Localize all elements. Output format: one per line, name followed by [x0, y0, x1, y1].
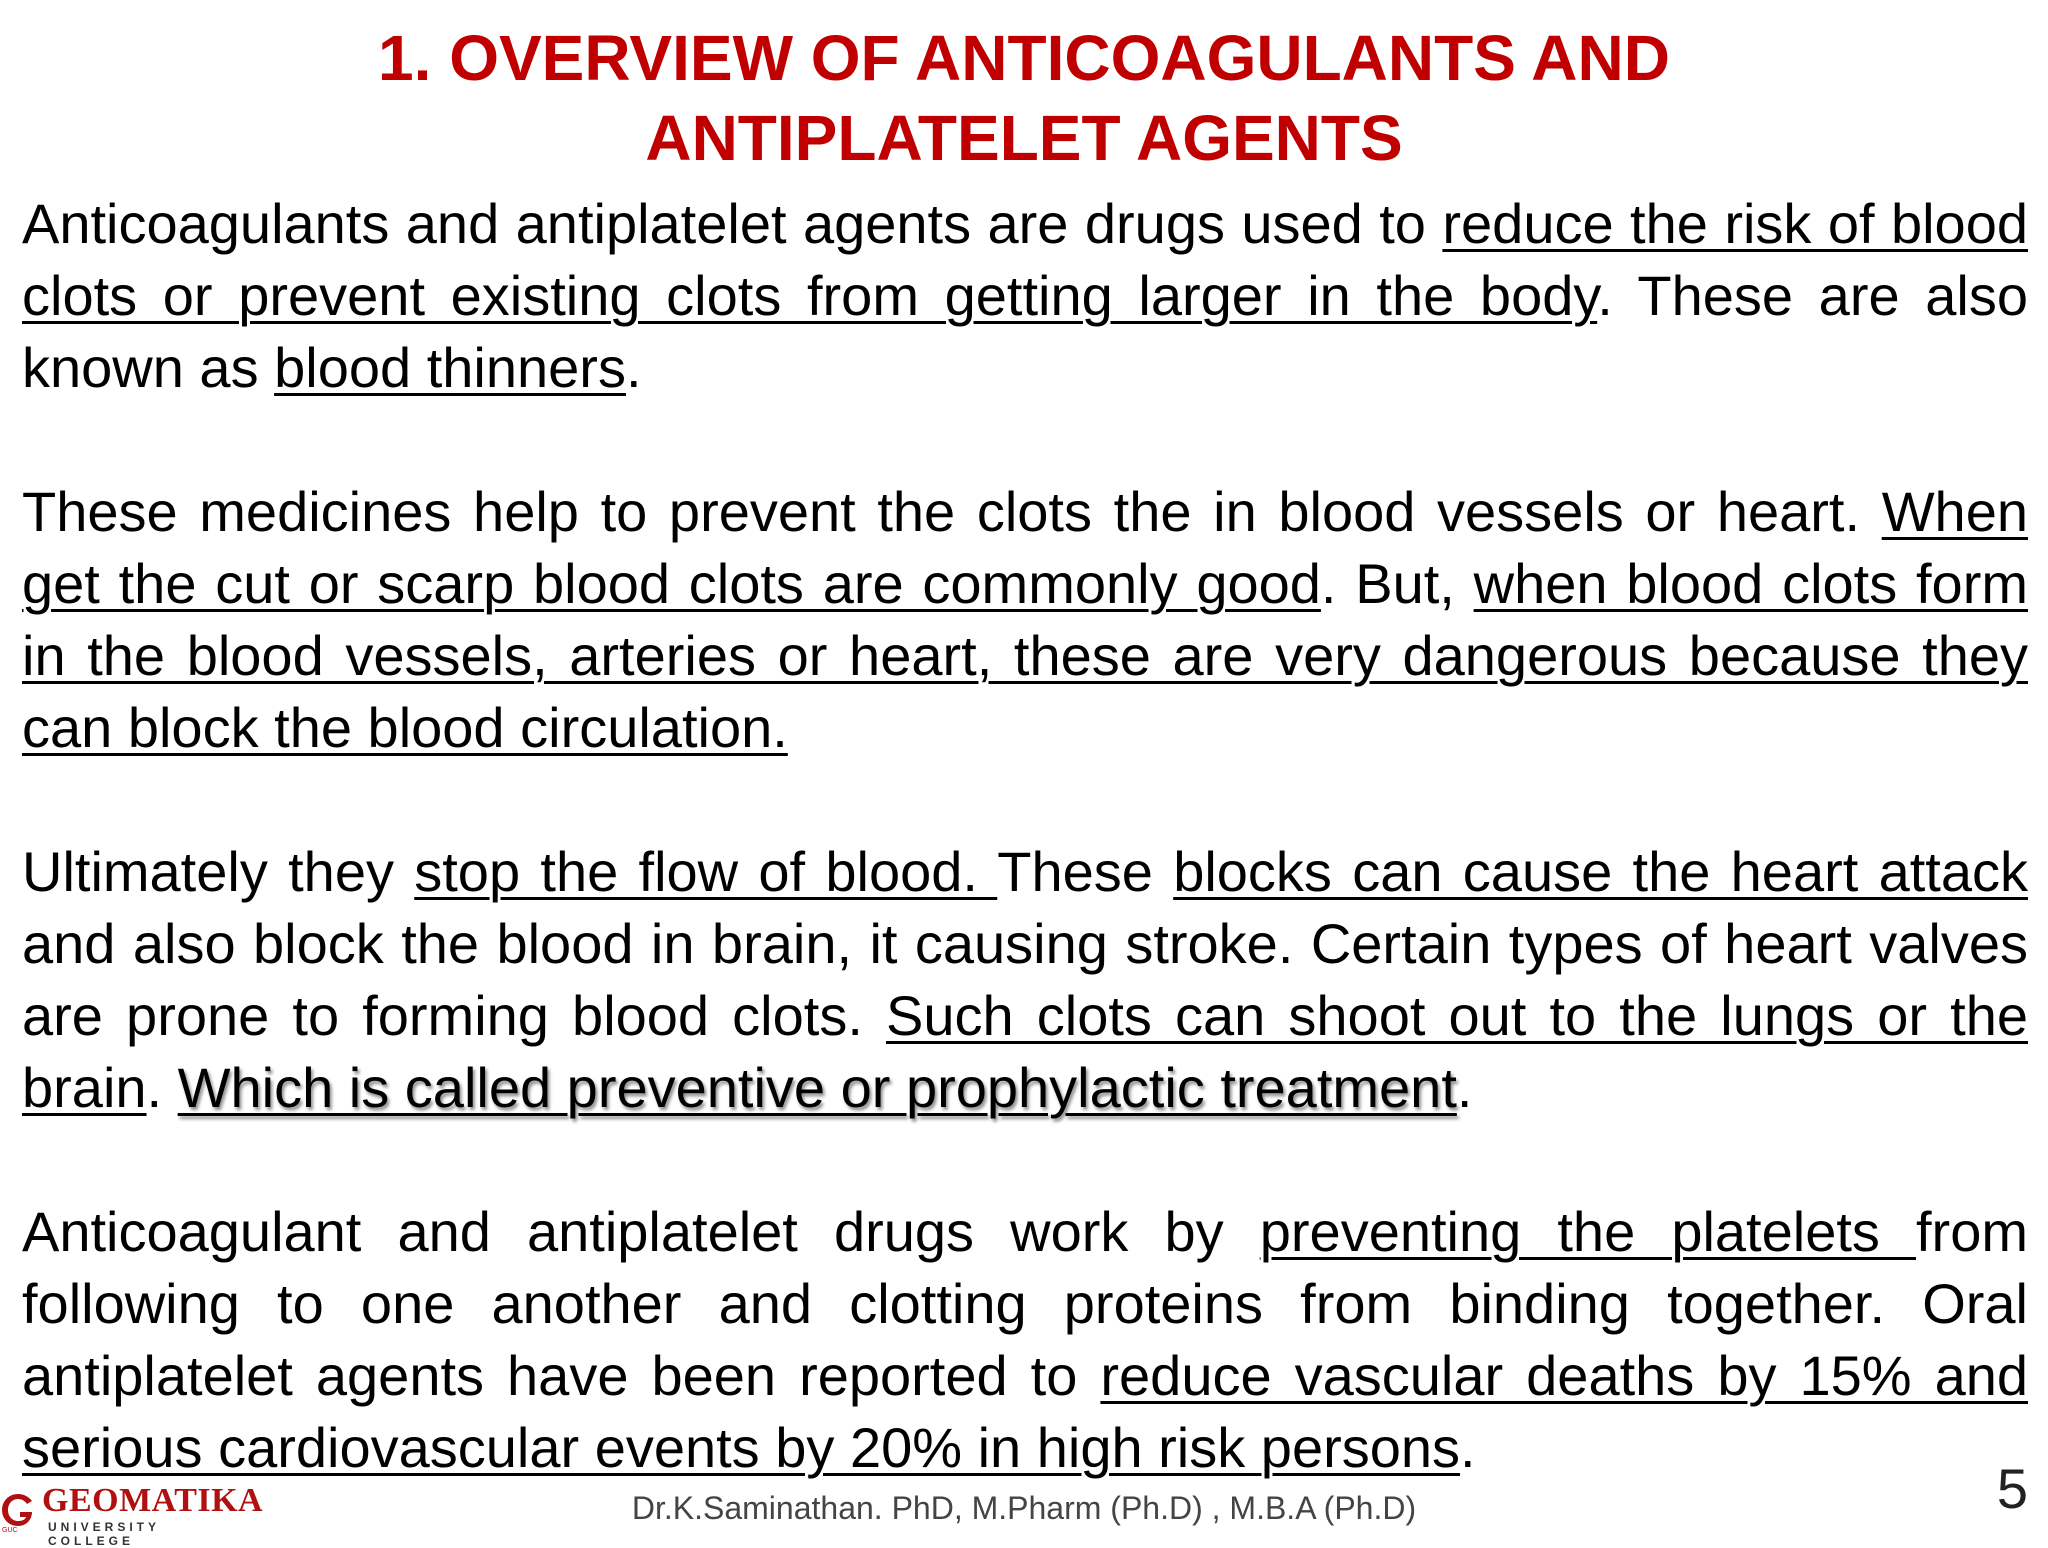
author-credit: Dr.K.Saminathan. PhD, M.Pharm (Ph.D) , M.B.A (Ph.D) — [631, 1490, 1417, 1526]
logo-mark-text: GUC — [2, 1527, 18, 1532]
text-segment: Anticoagulant and antiplatelet drugs work by — [22, 1200, 1260, 1263]
underlined-text-segment: reduce vascular deaths by 15% and serious cardiovascular events by 20% in high risk persons — [22, 1344, 2029, 1479]
page-number: 5 — [1996, 1457, 2028, 1520]
text-segment: . — [1456, 1056, 1473, 1119]
text-segment: . — [1460, 1416, 1476, 1479]
slide-title — [0, 18, 2048, 178]
underlined-text-segment: when blood clots form in the blood vessels, arteries or heart, these are very dangerous because they can block the blood circulation. — [22, 552, 2028, 759]
paragraph-2 — [22, 476, 2028, 764]
underlined-text-segment: reduce the risk of blood clots or prevent existing clots from getting larger in the body — [22, 192, 2028, 327]
logo-subtitle: UNIVERSITY COLLEGE — [48, 1520, 160, 1548]
paragraph-4 — [22, 1196, 2028, 1484]
underlined-text-segment: Such clots can shoot out to the lungs or the brain — [22, 984, 2028, 1119]
slide-footer — [0, 1457, 2048, 1548]
underlined-text-segment: When get the cut or scarp blood clots are commonly good — [22, 480, 2028, 615]
text-segment: . But, — [1320, 552, 1474, 615]
underlined-text-segment: stop the flow of blood. — [414, 840, 998, 903]
text-segment: . — [146, 1056, 178, 1119]
text-segment: . — [625, 336, 642, 399]
slide-title-line-2: ANTIPLATELET AGENTS — [645, 102, 1403, 174]
paragraph-1 — [22, 188, 2028, 404]
text-segment: These — [997, 840, 1174, 903]
underlined-text-segment: Which is called preventive or prophylactic treatment — [177, 1056, 1457, 1119]
underlined-text-segment: preventing the platelets — [1259, 1200, 1916, 1263]
slide-title-line-1: 1. OVERVIEW OF ANTICOAGULANTS AND — [378, 22, 1670, 94]
text-segment: and also block the blood in brain, it causing stroke. Certain types of heart valves are prone to forming blood clots. — [22, 912, 2028, 1047]
slide-body — [22, 188, 2028, 1484]
underlined-text-segment: blood thinners — [274, 336, 626, 399]
text-segment: Anticoagulants and antiplatelet agents are drugs used to — [22, 192, 1443, 255]
text-segment: from following to one another and clotting proteins from binding together. Oral antiplatelet agents have been reported to — [22, 1200, 2028, 1407]
logo-name: GEOMATIKA — [42, 1482, 264, 1519]
text-segment: Ultimately they — [22, 840, 415, 903]
underlined-text-segment: blocks can cause the heart attack — [1173, 840, 2029, 903]
text-segment: . These are also known as — [22, 264, 2028, 399]
text-segment: These medicines help to prevent the clots the in blood vessels or heart. — [22, 480, 1882, 543]
paragraph-3 — [22, 836, 2028, 1124]
